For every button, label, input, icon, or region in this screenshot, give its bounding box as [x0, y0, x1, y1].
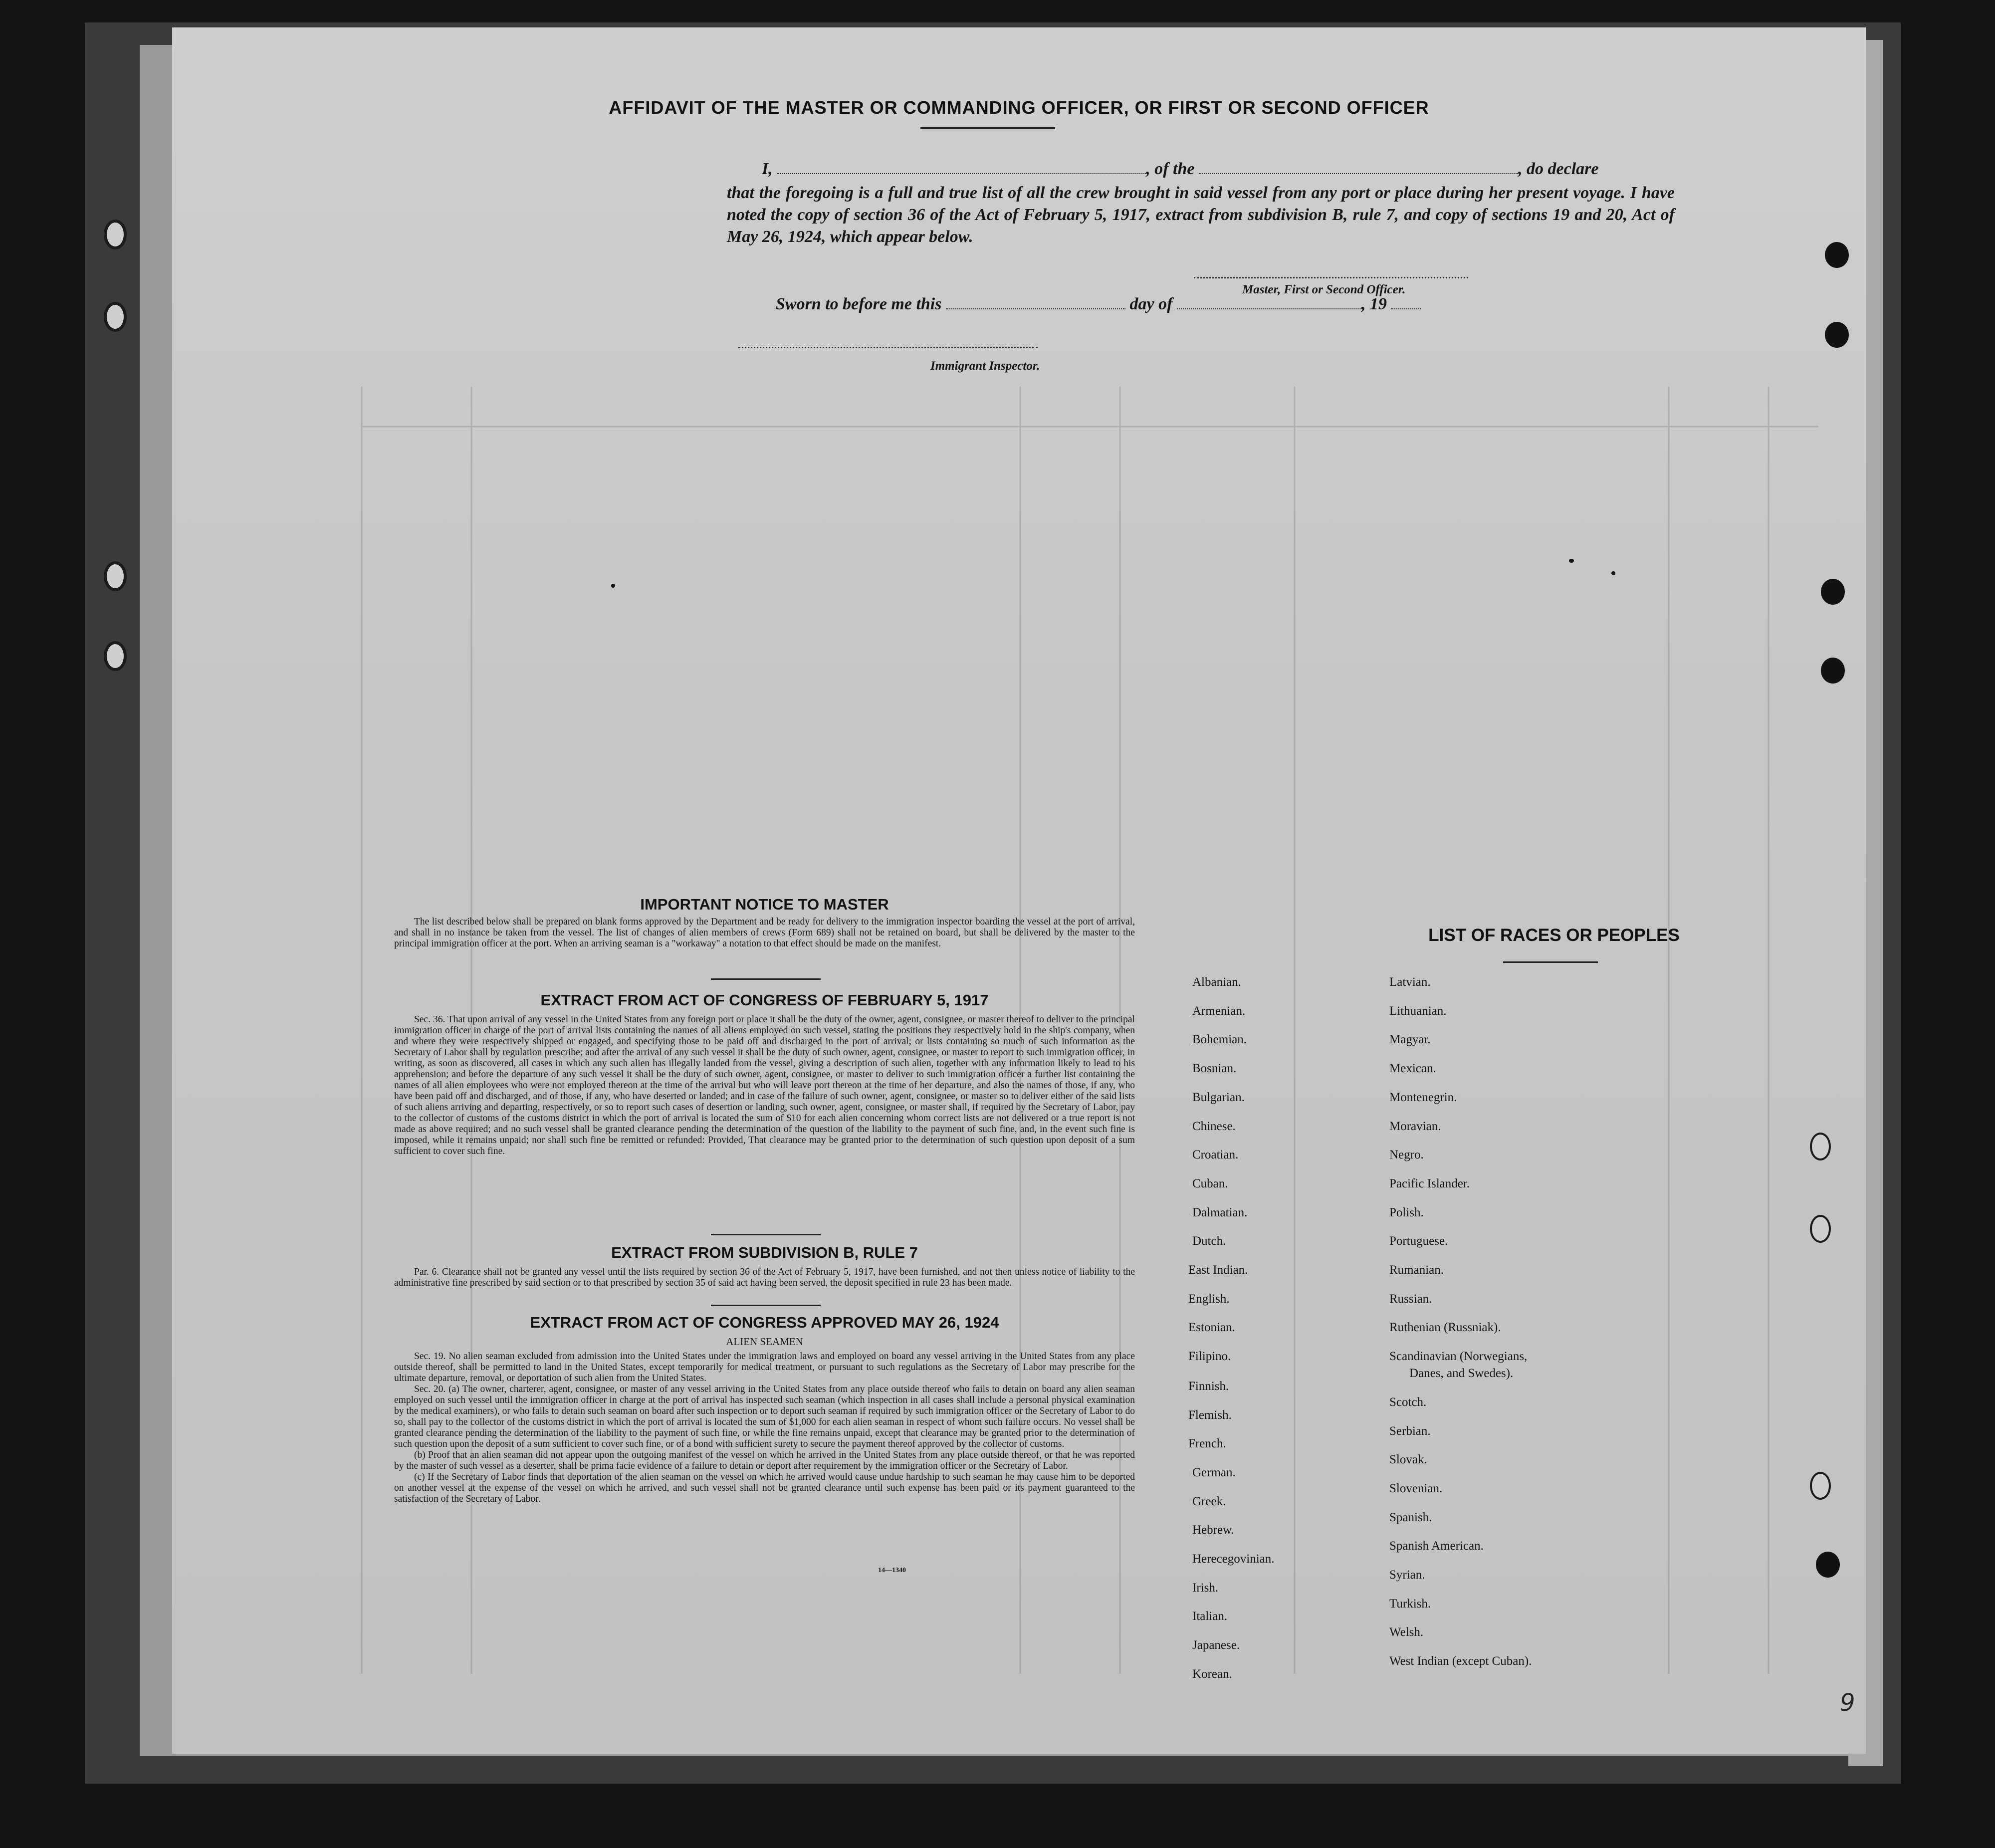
race-item: Russian.: [1389, 1292, 1432, 1306]
punch-hole-icon: [1810, 1472, 1831, 1500]
race-item: Pacific Islander.: [1389, 1176, 1470, 1190]
race-item: Chinese.: [1192, 1119, 1236, 1133]
race-item: Latvian.: [1389, 975, 1431, 989]
race-item: West Indian (except Cuban).: [1389, 1654, 1532, 1668]
sworn-line: [601, 293, 1449, 315]
race-item: Moravian.: [1389, 1119, 1441, 1133]
race-item: Bohemian.: [1192, 1033, 1247, 1047]
master-signature-line[interactable]: [1194, 277, 1468, 278]
punch-hole-icon: [1816, 1552, 1840, 1578]
race-item: Negro.: [1389, 1148, 1424, 1162]
race-item: East Indian.: [1188, 1263, 1248, 1277]
race-item: Bosnian.: [1192, 1062, 1237, 1076]
race-item: Bulgarian.: [1192, 1090, 1245, 1104]
binder-hole-icon: [104, 641, 127, 671]
alien-seamen-subtitle: ALIEN SEAMEN: [726, 1336, 803, 1348]
margin-note: 9: [1840, 1689, 1855, 1717]
notice-text: [394, 917, 1135, 949]
declare-label: , do declare: [1518, 160, 1599, 178]
title-divider: [920, 127, 1055, 129]
race-item: Slovenian.: [1389, 1481, 1443, 1495]
sworn-month-field[interactable]: [1177, 308, 1361, 309]
sec-36-paragraph: Sec. 36. That upon arrival of any vessel in the United States from any foreign port or place it shall be the duty of the owner, agent, consignee, or master thereof to deliver to the principal immigration officer in charge of the port of arrival lists containing the names of all aliens employed on such vessel, stating the positions they respectively hold in the ship's company, when and where they were respectively shipped or engaged, and specifying those to be paid off and discharged in the port of arrival; or lists containing so much of such information as the Secretary of Labor shall by regulation prescribe; and after the arrival of any such vessel it shall be the duty of such owner, agent, consignee, or master to report to such immigration officer, in writing, as soon as discovered, all cases in which any such alien has illegally landed from the vessel, giving a description of such alien, together with any information likely to lead to his apprehension; and before the departure of any such vessel it shall be the duty of such owner, agent, consignee, or master to deliver to such immigration officer a further list containing the names of all alien employees who were not employed thereon at the time of the arrival but who will leave port thereon at the time of her departure, and also the names of those, if any, who have been paid off and discharged, and of those, if any, who have deserted or landed; and in case of the failure of such owner, agent, consignee, or master so to deliver either of the said lists of such aliens arriving and departing, respectively, or so to report such cases of desertion or landing, such owner, agent, consignee, or master shall, if required by the Secretary of Labor, pay to the collector of customs of the customs district in which the port of arrival is located the sum of $10 for each alien concerning whom correct lists are not delivered or a true report is not made as above required; and no such vessel shall be granted clearance pending the determination of the question of the liability to the payment of such fine, and, in the event such fine is imposed, while it remains unpaid; nor shall such fine be remitted or refunded: Provided, That clearance may be granted prior to the determination of such question upon deposit of a sum sufficient to cover such fine.: [394, 1014, 1135, 1156]
form-number: 14—1340: [878, 1567, 906, 1574]
binder-hole-icon: [104, 302, 127, 332]
sworn-year-field[interactable]: [1391, 308, 1421, 309]
race-item: French.: [1188, 1437, 1226, 1451]
race-item: Mexican.: [1389, 1062, 1436, 1076]
race-item: Turkish.: [1389, 1597, 1431, 1611]
race-item: Albanian.: [1192, 975, 1241, 989]
master-signature-label: Master, First or Second Officer.: [1242, 283, 1406, 296]
race-item: Lithuanian.: [1389, 1004, 1447, 1018]
extract-1924-title: EXTRACT FROM ACT OF CONGRESS APPROVED MAY 26, 1924: [530, 1314, 999, 1331]
affidavit-first-line: [727, 158, 1675, 180]
races-divider: [1503, 961, 1598, 963]
declaration-text: that the foregoing is a full and true list of all the crew brought in said vessel from any port or place during her present voyage. I have noted the copy of section 36 of the Act of February 5, 1917, extract from subdivision B, rule 7, and copy of sections 19 and 20, Act of May 26, 1924, which appear below.: [727, 184, 1675, 246]
race-item: Japanese.: [1192, 1638, 1240, 1652]
race-item: German.: [1192, 1465, 1236, 1479]
race-item: Finnish.: [1188, 1379, 1229, 1393]
extract-1917-divider: [711, 1234, 821, 1235]
sworn-label: Sworn to before me this: [776, 295, 942, 313]
race-item: Herecegovinian.: [1192, 1552, 1275, 1566]
punch-hole-icon: [1825, 322, 1849, 348]
race-item: Italian.: [1192, 1610, 1228, 1623]
race-item: Slovak.: [1389, 1453, 1427, 1467]
officer-name-field[interactable]: [777, 173, 1146, 174]
race-item: Korean.: [1192, 1667, 1232, 1681]
race-item: Spanish American.: [1389, 1539, 1484, 1553]
race-item: Syrian.: [1389, 1568, 1425, 1582]
race-item: Greek.: [1192, 1494, 1226, 1508]
race-item: Armenian.: [1192, 1004, 1246, 1018]
i-label: I,: [762, 160, 773, 178]
race-item: Dalmatian.: [1192, 1205, 1248, 1219]
races-title: LIST OF RACES OR PEOPLES: [1428, 925, 1680, 945]
race-item: Montenegrin.: [1389, 1090, 1457, 1104]
sworn-day-field[interactable]: [946, 308, 1125, 309]
sec-20c-paragraph: (c) If the Secretary of Labor finds that deportation of the alien seaman on the vessel on which he arrived would cause undue hardship to such seaman he may cause him to be deported on another vessel at the expense of the vessel on which he arrived, and such vessel shall not be granted clearance until such expense has been paid or its payment guaranteed to the satisfaction of the Secretary of Labor.: [394, 1472, 1135, 1504]
binder-hole-icon: [104, 220, 127, 249]
sec-19-paragraph: Sec. 19. No alien seaman excluded from admission into the United States under the immigration laws and employed on board any vessel arriving in the United States from any place outside thereof, shall be permitted to land in the United States, except temporarily for medical treatment, or pursuant to such regulations as the Secretary of Labor may prescribe for the ultimate departure, removal, or deportation of such alien from the United States.: [394, 1351, 1135, 1384]
race-item: Scandinavian (Norwegians,: [1389, 1350, 1528, 1364]
race-item: Filipino.: [1188, 1350, 1231, 1364]
day-of-label: day of: [1129, 295, 1173, 313]
affidavit-page: [172, 27, 1866, 1754]
inspector-label: Immigrant Inspector.: [930, 359, 1040, 373]
notice-paragraph: The list described below shall be prepared on blank forms approved by the Department and be ready for delivery to the immigration inspector boarding the vessel at the port of arrival, and shall in no instance be taken from the vessel. The list of changes of alien members of crews (Form 689) shall not be retained on board, but shall be delivered by the master to the principal immigration officer at the port. When an arriving seaman is a "workaway" a notation to that effect should be made on the manifest.: [394, 917, 1135, 949]
race-item: Magyar.: [1389, 1033, 1431, 1047]
inspector-signature-line[interactable]: [738, 347, 1038, 348]
year-prefix: , 19: [1361, 295, 1387, 313]
race-item: Dutch.: [1192, 1234, 1226, 1248]
vessel-name-field[interactable]: [1199, 173, 1518, 174]
ink-spot: [1569, 559, 1574, 563]
race-item: Irish.: [1192, 1581, 1219, 1595]
rule7-text: [394, 1267, 1135, 1289]
binder-hole-icon: [104, 561, 127, 591]
extract-1917-title: EXTRACT FROM ACT OF CONGRESS OF FEBRUARY 5, 1917: [540, 991, 989, 1009]
race-item: Hebrew.: [1192, 1523, 1234, 1537]
extract-1924-text: [394, 1351, 1135, 1505]
race-item: Ruthenian (Russniak).: [1389, 1321, 1501, 1335]
race-item: English.: [1188, 1292, 1230, 1306]
notice-divider: [711, 978, 821, 980]
race-item: Cuban.: [1192, 1176, 1228, 1190]
notice-title: IMPORTANT NOTICE TO MASTER: [640, 896, 889, 913]
extract-1917-text: [394, 1014, 1135, 1157]
race-item: Portuguese.: [1389, 1234, 1448, 1248]
punch-hole-icon: [1821, 658, 1845, 684]
race-item: Rumanian.: [1389, 1263, 1444, 1277]
punch-hole-icon: [1821, 579, 1845, 605]
punch-hole-icon: [1810, 1215, 1831, 1243]
punch-hole-icon: [1810, 1133, 1831, 1160]
rule7-divider: [711, 1305, 821, 1306]
race-item: Croatian.: [1192, 1148, 1239, 1162]
race-item: Polish.: [1389, 1205, 1424, 1219]
ink-spot: [611, 584, 615, 588]
sec-20b-paragraph: (b) Proof that an alien seaman did not appear upon the outgoing manifest of the vessel on which he arrived in the United States from any place outside thereof, or that he was reported by the master of such vessel as a deserter, shall be prima facie evidence of a failure to detain or deport after requirement by the immigration officer or the Secretary of Labor.: [394, 1450, 1135, 1471]
race-item: Spanish.: [1389, 1510, 1432, 1524]
race-item: Danes, and Swedes).: [1409, 1367, 1514, 1381]
race-item: Welsh.: [1389, 1625, 1424, 1639]
punch-hole-icon: [1825, 242, 1849, 268]
affidavit-title: AFFIDAVIT OF THE MASTER OR COMMANDING OFFICER, OR FIRST OR SECOND OFFICER: [609, 97, 1429, 118]
race-item: Serbian.: [1389, 1424, 1431, 1438]
of-the-label: , of the: [1146, 160, 1195, 178]
race-item: Estonian.: [1188, 1321, 1235, 1335]
ink-spot: [1611, 571, 1615, 575]
sec-20a-paragraph: Sec. 20. (a) The owner, charterer, agent, consignee, or master of any vessel arriving in the United States from any place outside thereof who fails to detain on board any alien seaman employed on such vessel until the immigration officer in charge at the port of arrival has inspected such seaman (which inspection in all cases shall include a personal physical examination by the medical examiners), or who fails to detain such seaman on board after such inspection or to deport such seaman if required by such immigration officer or the Secretary of Labor to do so, shall pay to the collector of the customs district in which the port of arrival is located the sum of $1,000 for each alien seaman in respect of whom such failure occurs. No vessel shall be granted clearance pending the determination of the liability to the payment of such fine, or while the fine remains unpaid, except that clearance may be granted prior to the determination of such question upon the deposit of a sum sufficient to cover such fine, or of a bond with sufficient surety to secure the payment thereof approved by the collector of customs.: [394, 1384, 1135, 1449]
race-item: Scotch.: [1389, 1395, 1427, 1409]
race-item: Flemish.: [1188, 1408, 1232, 1422]
rule7-title: EXTRACT FROM SUBDIVISION B, RULE 7: [611, 1244, 918, 1261]
par-6-paragraph: Par. 6. Clearance shall not be granted any vessel until the lists required by section 36 of the Act of February 5, 1917, have been furnished, and not then unless notice of liability to the administrative fine prescribed by said section or to that prescribed by section 35 of said act having been served, the deposit specified in rule 23 has been made.: [394, 1267, 1135, 1288]
